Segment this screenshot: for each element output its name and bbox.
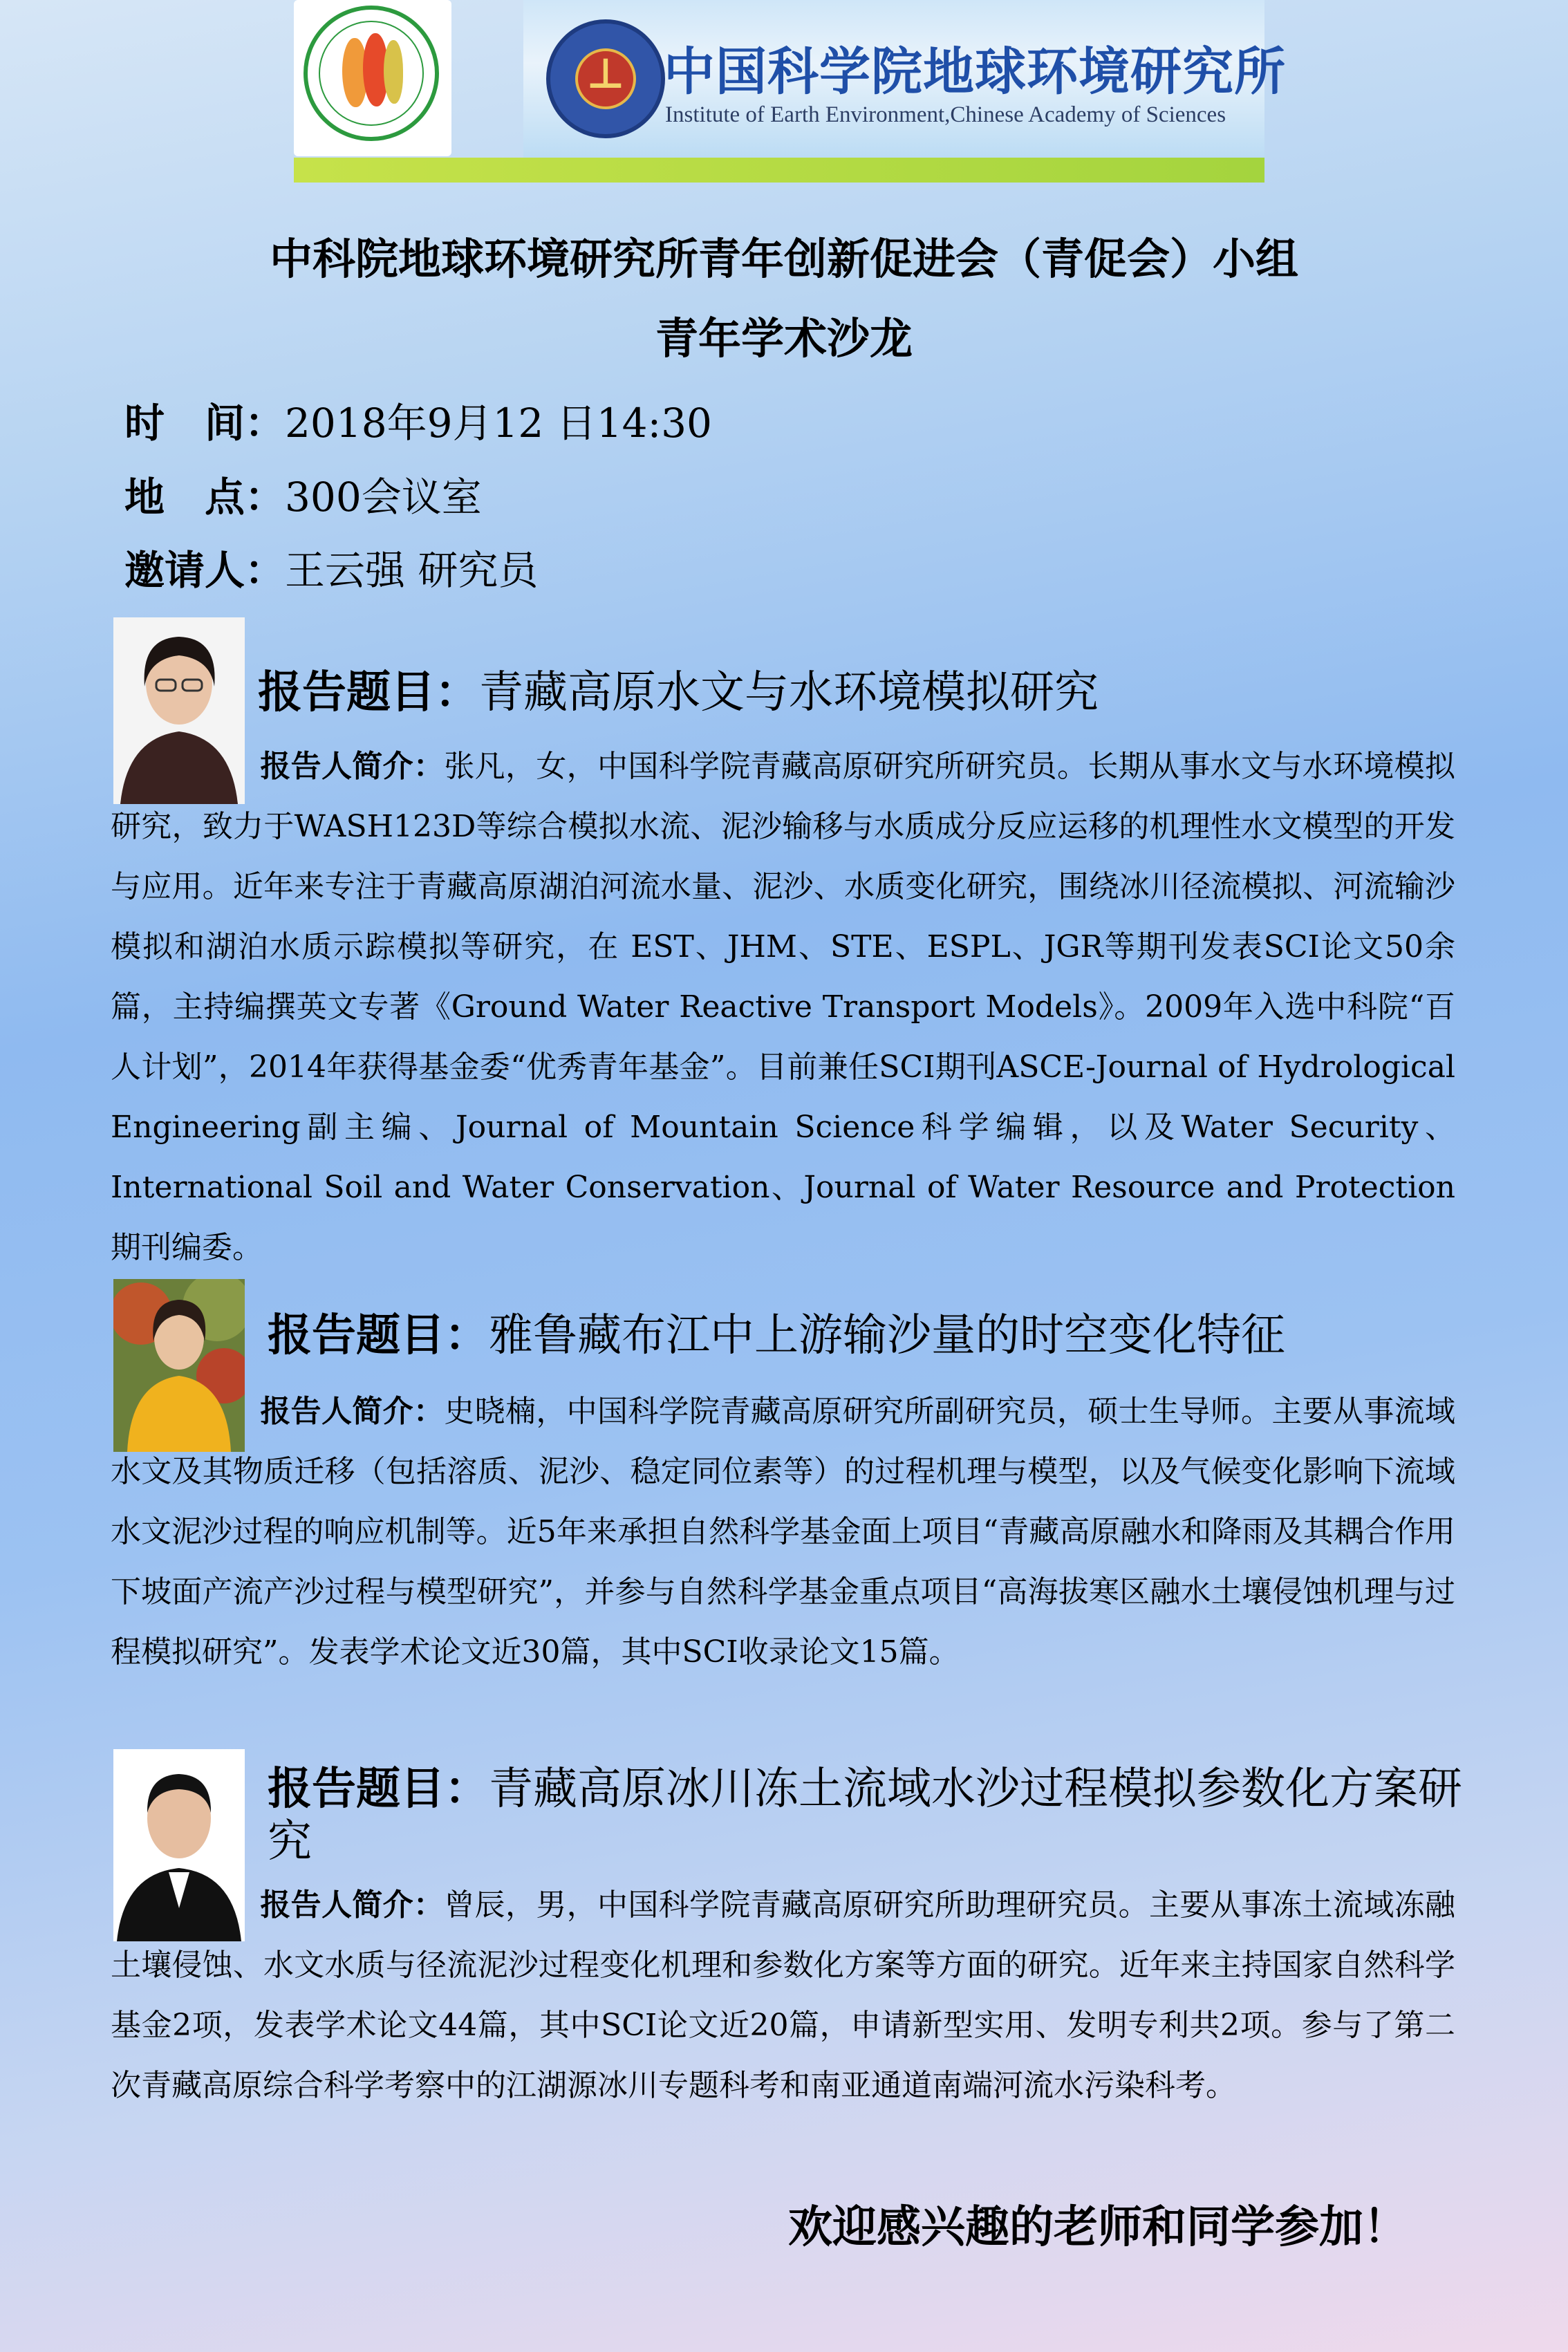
institute-emblem-icon: ⊥ <box>546 19 665 138</box>
inviter-label: 邀请人： <box>124 547 286 594</box>
talk-1-topic <box>258 657 1099 720</box>
talk-3-topic <box>268 1763 1464 1868</box>
event-place <box>124 465 482 523</box>
event-subtitle: 青年学术沙龙 <box>655 313 913 364</box>
talk-1-bio-label: 报告人简介： <box>260 749 445 784</box>
inviter-value: 王云强 研究员 <box>285 547 539 594</box>
youth-association-logo <box>294 0 451 156</box>
talk-3-bio <box>111 1875 1455 2116</box>
talk-3-bio-text: 曾辰，男，中国科学院青藏高原研究所助理研究员。主要从事冻土流域冻融土壤侵蚀、水文水质与径流泥沙过程变化机理和参数化方案等方面的研究。近年来主持国家自然科学基金2项，发表学术论文44篇，其中SCI论文近20篇，申请新型实用、发明专利共2项。参与了第二次青藏高原综合科学考察中的江湖源冰川专题科考和南亚通道南端河流水污染科考。 <box>111 1887 1456 2103</box>
place-label: 地 点： <box>124 474 286 521</box>
talk-1-bio-text: 张凡，女，中国科学院青藏高原研究所研究员。长期从事水文与水环境模拟研究，致力于WASH123D等综合模拟水流、泥沙输移与水质成分反应运移的机理性水文模型的开发与应用。近年来专注于青藏高原湖泊河流水量、泥沙、水质变化研究，围绕冰川径流模拟、河流输沙模拟和湖泊水质示踪模拟等研究，在 EST、JHM、STE、ESPL、JGR等期刊发表SCI论文50余篇，主持编撰英文专著《Ground Water Reactive Transport Models》。2009年入选中科院“百人计划”，2014年获得基金委“优秀青年基金”。目前兼任SCI期刊ASCE-Journal of Hydrological Engineering副主编、Journal of Mountain Science科学编辑，以及Water Security、International Soil and Water Conservation、Journal of Water Resource and Protection期刊编委。 <box>111 749 1456 1265</box>
institute-name-cn: 中国科学院地球环境研究所 <box>664 42 1286 102</box>
talk-1-bio <box>111 736 1455 1278</box>
event-inviter <box>124 538 538 596</box>
talk-1-topic-text: 青藏高原水文与水环境模拟研究 <box>479 667 1099 718</box>
talk-1-topic-label: 报告题目： <box>258 667 479 718</box>
talk-3-bio-label: 报告人简介： <box>260 1887 445 1923</box>
talk-2-bio-text: 史晓楠，中国科学院青藏高原研究所副研究员，硕士生导师。主要从事流域水文及其物质迁移（包括溶质、泥沙、稳定同位素等）的过程机理与模型，以及气候变化影响下流域水文泥沙过程的响应机制等。近5年来承担自然科学基金面上项目“青藏高原融水和降雨及其耦合作用下坡面产流产沙过程与模型研究”，并参与自然科学基金重点项目“高海拔寒区融水土壤侵蚀机理与过程模拟研究”。发表学术论文近30篇，其中SCI收录论文15篇。 <box>111 1394 1456 1670</box>
time-value: 2018年9月12 日14:30 <box>285 400 712 447</box>
talk-3-topic-text: 青藏高原冰川冻土流域水沙过程模拟参数化方案研究 <box>268 1764 1462 1867</box>
talk-2-topic-text: 雅鲁藏布江中上游输沙量的时空变化特征 <box>489 1310 1285 1361</box>
time-label: 时 间： <box>124 400 286 447</box>
talk-2-bio <box>111 1381 1455 1682</box>
banner-strip <box>294 158 1264 183</box>
talk-2-bio-label: 报告人简介： <box>260 1394 445 1429</box>
event-time <box>124 391 712 449</box>
talk-2-topic <box>268 1300 1285 1363</box>
event-title: 中科院地球环境研究所青年创新促进会（青促会）小组 <box>269 234 1298 284</box>
place-value: 300会议室 <box>285 474 482 521</box>
talk-2-topic-label: 报告题目： <box>268 1310 489 1361</box>
closing-invitation: 欢迎感兴趣的老师和同学参加！ <box>788 2202 1408 2253</box>
institute-name-en: Institute of Earth Environment,Chinese Academy of Sciences <box>665 102 1226 127</box>
talk-3-topic-label: 报告题目： <box>268 1764 489 1815</box>
